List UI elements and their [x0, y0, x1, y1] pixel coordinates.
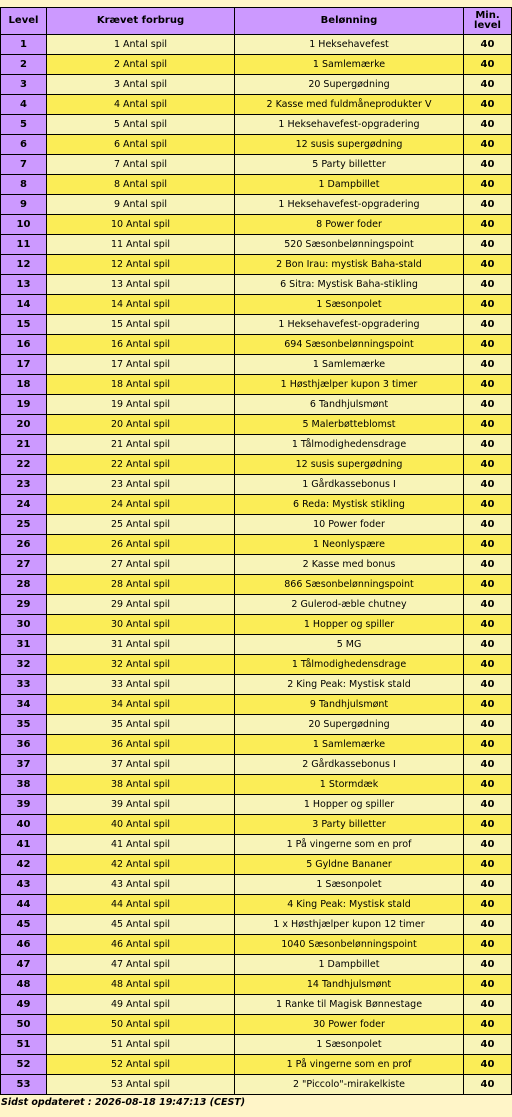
cell-reward: 1 Tålmodighedensdrage	[235, 435, 464, 455]
cell-reward: 1 Heksehavefest-opgradering	[235, 195, 464, 215]
cell-required: 2 Antal spil	[47, 55, 235, 75]
table-row	[1, 535, 512, 555]
cell-level: 44	[1, 895, 47, 915]
table-row	[1, 835, 512, 855]
cell-level: 30	[1, 615, 47, 635]
cell-reward: 1 Dampbillet	[235, 955, 464, 975]
cell-min-level: 40	[464, 515, 512, 535]
cell-min-level: 40	[464, 195, 512, 215]
table-row	[1, 675, 512, 695]
cell-level: 6	[1, 135, 47, 155]
cell-reward: 2 Kasse med bonus	[235, 555, 464, 575]
cell-level: 26	[1, 535, 47, 555]
cell-min-level: 40	[464, 635, 512, 655]
cell-reward: 10 Power foder	[235, 515, 464, 535]
table-row	[1, 815, 512, 835]
cell-reward: 1 Sæsonpolet	[235, 1035, 464, 1055]
header-level: Level	[1, 8, 47, 35]
cell-required: 42 Antal spil	[47, 855, 235, 875]
cell-required: 5 Antal spil	[47, 115, 235, 135]
cell-required: 13 Antal spil	[47, 275, 235, 295]
table-row	[1, 95, 512, 115]
cell-reward: 4 King Peak: Mystisk stald	[235, 895, 464, 915]
cell-min-level: 40	[464, 475, 512, 495]
cell-min-level: 40	[464, 135, 512, 155]
cell-required: 46 Antal spil	[47, 935, 235, 955]
cell-required: 35 Antal spil	[47, 715, 235, 735]
cell-reward: 520 Sæsonbelønningspoint	[235, 235, 464, 255]
cell-level: 34	[1, 695, 47, 715]
table-row	[1, 275, 512, 295]
cell-min-level: 40	[464, 815, 512, 835]
cell-level: 25	[1, 515, 47, 535]
table-row	[1, 955, 512, 975]
header-min-level-line1: Min.	[475, 10, 500, 21]
table-row	[1, 1055, 512, 1075]
cell-reward: 2 Gulerod-æble chutney	[235, 595, 464, 615]
cell-required: 9 Antal spil	[47, 195, 235, 215]
cell-level: 17	[1, 355, 47, 375]
cell-min-level: 40	[464, 915, 512, 935]
cell-required: 38 Antal spil	[47, 775, 235, 795]
table-row	[1, 75, 512, 95]
cell-reward: 1 Sæsonpolet	[235, 875, 464, 895]
header-min-level	[464, 8, 512, 35]
cell-level: 39	[1, 795, 47, 815]
cell-level: 46	[1, 935, 47, 955]
cell-level: 2	[1, 55, 47, 75]
cell-reward: 6 Tandhjulsmønt	[235, 395, 464, 415]
cell-min-level: 40	[464, 995, 512, 1015]
cell-min-level: 40	[464, 875, 512, 895]
cell-reward: 2 King Peak: Mystisk stald	[235, 675, 464, 695]
cell-required: 27 Antal spil	[47, 555, 235, 575]
table-row	[1, 55, 512, 75]
cell-reward: 1040 Sæsonbelønningspoint	[235, 935, 464, 955]
table-row	[1, 135, 512, 155]
cell-min-level: 40	[464, 975, 512, 995]
cell-level: 27	[1, 555, 47, 575]
cell-reward: 1 Gårdkassebonus I	[235, 475, 464, 495]
cell-required: 53 Antal spil	[47, 1075, 235, 1095]
cell-level: 23	[1, 475, 47, 495]
table-row	[1, 375, 512, 395]
cell-min-level: 40	[464, 895, 512, 915]
cell-required: 19 Antal spil	[47, 395, 235, 415]
cell-min-level: 40	[464, 235, 512, 255]
cell-min-level: 40	[464, 775, 512, 795]
cell-reward: 1 Heksehavefest	[235, 35, 464, 55]
cell-min-level: 40	[464, 315, 512, 335]
cell-required: 6 Antal spil	[47, 135, 235, 155]
cell-required: 21 Antal spil	[47, 435, 235, 455]
cell-min-level: 40	[464, 495, 512, 515]
cell-required: 10 Antal spil	[47, 215, 235, 235]
cell-min-level: 40	[464, 535, 512, 555]
cell-reward: 20 Supergødning	[235, 75, 464, 95]
header-min-level-line2: level	[474, 20, 501, 31]
table-row	[1, 615, 512, 635]
cell-reward: 1 Sæsonpolet	[235, 295, 464, 315]
cell-reward: 1 Stormdæk	[235, 775, 464, 795]
cell-min-level: 40	[464, 575, 512, 595]
table-row	[1, 315, 512, 335]
cell-reward: 30 Power foder	[235, 1015, 464, 1035]
cell-min-level: 40	[464, 35, 512, 55]
cell-min-level: 40	[464, 1035, 512, 1055]
cell-required: 25 Antal spil	[47, 515, 235, 535]
cell-required: 28 Antal spil	[47, 575, 235, 595]
cell-required: 40 Antal spil	[47, 815, 235, 835]
table-row	[1, 435, 512, 455]
table-row	[1, 1075, 512, 1095]
table-row	[1, 1015, 512, 1035]
cell-required: 15 Antal spil	[47, 315, 235, 335]
cell-min-level: 40	[464, 415, 512, 435]
cell-level: 33	[1, 675, 47, 695]
cell-level: 42	[1, 855, 47, 875]
cell-min-level: 40	[464, 215, 512, 235]
cell-min-level: 40	[464, 395, 512, 415]
cell-reward: 20 Supergødning	[235, 715, 464, 735]
table-row	[1, 255, 512, 275]
cell-level: 29	[1, 595, 47, 615]
cell-reward: 1 Hopper og spiller	[235, 615, 464, 635]
cell-level: 18	[1, 375, 47, 395]
table-row	[1, 395, 512, 415]
cell-required: 41 Antal spil	[47, 835, 235, 855]
cell-min-level: 40	[464, 1055, 512, 1075]
table-row	[1, 915, 512, 935]
cell-level: 16	[1, 335, 47, 355]
cell-level: 15	[1, 315, 47, 335]
cell-reward: 9 Tandhjulsmønt	[235, 695, 464, 715]
cell-level: 52	[1, 1055, 47, 1075]
table-row	[1, 175, 512, 195]
cell-required: 20 Antal spil	[47, 415, 235, 435]
header-reward: Belønning	[235, 8, 464, 35]
table-row	[1, 495, 512, 515]
cell-min-level: 40	[464, 155, 512, 175]
header-required: Krævet forbrug	[47, 8, 235, 35]
cell-reward: 8 Power foder	[235, 215, 464, 235]
table-row	[1, 975, 512, 995]
cell-min-level: 40	[464, 175, 512, 195]
cell-reward: 1 Samlemærke	[235, 55, 464, 75]
cell-reward: 2 "Piccolo"-mirakelkiste	[235, 1075, 464, 1095]
cell-level: 32	[1, 655, 47, 675]
cell-level: 13	[1, 275, 47, 295]
last-updated: Sidst opdateret : 2026-08-18 19:47:13 (CEST)	[1, 1097, 246, 1108]
cell-required: 47 Antal spil	[47, 955, 235, 975]
cell-level: 14	[1, 295, 47, 315]
cell-required: 37 Antal spil	[47, 755, 235, 775]
cell-required: 24 Antal spil	[47, 495, 235, 515]
cell-reward: 1 Tålmodighedensdrage	[235, 655, 464, 675]
table-row	[1, 655, 512, 675]
table-header	[1, 8, 512, 35]
cell-min-level: 40	[464, 735, 512, 755]
cell-reward: 1 Heksehavefest-opgradering	[235, 115, 464, 135]
cell-level: 51	[1, 1035, 47, 1055]
table-row	[1, 295, 512, 315]
table-row	[1, 235, 512, 255]
cell-reward: 1 Samlemærke	[235, 355, 464, 375]
cell-level: 20	[1, 415, 47, 435]
table-row	[1, 155, 512, 175]
cell-level: 49	[1, 995, 47, 1015]
cell-required: 30 Antal spil	[47, 615, 235, 635]
cell-min-level: 40	[464, 295, 512, 315]
cell-min-level: 40	[464, 855, 512, 875]
cell-reward: 1 På vingerne som en prof	[235, 835, 464, 855]
cell-level: 50	[1, 1015, 47, 1035]
cell-level: 22	[1, 455, 47, 475]
cell-level: 38	[1, 775, 47, 795]
table-row	[1, 635, 512, 655]
table-row	[1, 475, 512, 495]
cell-level: 43	[1, 875, 47, 895]
table-row	[1, 115, 512, 135]
cell-level: 3	[1, 75, 47, 95]
cell-level: 53	[1, 1075, 47, 1095]
table-row	[1, 895, 512, 915]
cell-min-level: 40	[464, 615, 512, 635]
cell-required: 23 Antal spil	[47, 475, 235, 495]
cell-level: 41	[1, 835, 47, 855]
table-row	[1, 875, 512, 895]
rewards-table	[0, 7, 512, 1095]
cell-reward: 866 Sæsonbelønningspoint	[235, 575, 464, 595]
table-row	[1, 335, 512, 355]
table-row	[1, 355, 512, 375]
cell-required: 12 Antal spil	[47, 255, 235, 275]
cell-level: 12	[1, 255, 47, 275]
cell-level: 48	[1, 975, 47, 995]
table-row	[1, 995, 512, 1015]
cell-required: 45 Antal spil	[47, 915, 235, 935]
cell-level: 4	[1, 95, 47, 115]
cell-reward: 12 susis supergødning	[235, 135, 464, 155]
cell-min-level: 40	[464, 1015, 512, 1035]
cell-reward: 1 Dampbillet	[235, 175, 464, 195]
cell-min-level: 40	[464, 435, 512, 455]
cell-required: 36 Antal spil	[47, 735, 235, 755]
cell-min-level: 40	[464, 835, 512, 855]
cell-level: 31	[1, 635, 47, 655]
table-row	[1, 195, 512, 215]
table-row	[1, 415, 512, 435]
cell-reward: 5 MG	[235, 635, 464, 655]
cell-reward: 1 Samlemærke	[235, 735, 464, 755]
cell-reward: 2 Gårdkassebonus I	[235, 755, 464, 775]
cell-level: 11	[1, 235, 47, 255]
table-body	[1, 35, 512, 1095]
cell-level: 19	[1, 395, 47, 415]
cell-min-level: 40	[464, 755, 512, 775]
table-row	[1, 795, 512, 815]
cell-min-level: 40	[464, 955, 512, 975]
cell-min-level: 40	[464, 255, 512, 275]
cell-required: 3 Antal spil	[47, 75, 235, 95]
cell-min-level: 40	[464, 595, 512, 615]
cell-required: 52 Antal spil	[47, 1055, 235, 1075]
table-row	[1, 575, 512, 595]
cell-reward: 1 Ranke til Magisk Bønnestage	[235, 995, 464, 1015]
cell-reward: 2 Kasse med fuldmåneprodukter V	[235, 95, 464, 115]
table-row	[1, 755, 512, 775]
cell-reward: 1 Hopper og spiller	[235, 795, 464, 815]
cell-min-level: 40	[464, 695, 512, 715]
cell-level: 5	[1, 115, 47, 135]
table-row	[1, 215, 512, 235]
cell-min-level: 40	[464, 355, 512, 375]
cell-min-level: 40	[464, 675, 512, 695]
table-row	[1, 515, 512, 535]
cell-reward: 6 Sitra: Mystisk Baha-stikling	[235, 275, 464, 295]
cell-level: 35	[1, 715, 47, 735]
cell-reward: 6 Reda: Mystisk stikling	[235, 495, 464, 515]
table-row	[1, 555, 512, 575]
cell-min-level: 40	[464, 795, 512, 815]
cell-level: 28	[1, 575, 47, 595]
cell-reward: 5 Gyldne Bananer	[235, 855, 464, 875]
cell-min-level: 40	[464, 75, 512, 95]
cell-required: 33 Antal spil	[47, 675, 235, 695]
cell-min-level: 40	[464, 715, 512, 735]
cell-min-level: 40	[464, 455, 512, 475]
cell-required: 17 Antal spil	[47, 355, 235, 375]
cell-level: 24	[1, 495, 47, 515]
cell-required: 7 Antal spil	[47, 155, 235, 175]
cell-required: 11 Antal spil	[47, 235, 235, 255]
cell-level: 8	[1, 175, 47, 195]
cell-reward: 694 Sæsonbelønningspoint	[235, 335, 464, 355]
cell-required: 18 Antal spil	[47, 375, 235, 395]
cell-required: 43 Antal spil	[47, 875, 235, 895]
cell-min-level: 40	[464, 115, 512, 135]
cell-min-level: 40	[464, 555, 512, 575]
cell-level: 36	[1, 735, 47, 755]
cell-level: 9	[1, 195, 47, 215]
cell-required: 39 Antal spil	[47, 795, 235, 815]
cell-required: 34 Antal spil	[47, 695, 235, 715]
cell-level: 40	[1, 815, 47, 835]
cell-level: 21	[1, 435, 47, 455]
cell-reward: 1 Neonlyspære	[235, 535, 464, 555]
cell-level: 10	[1, 215, 47, 235]
cell-level: 45	[1, 915, 47, 935]
cell-reward: 1 På vingerne som en prof	[235, 1055, 464, 1075]
cell-required: 49 Antal spil	[47, 995, 235, 1015]
cell-min-level: 40	[464, 275, 512, 295]
cell-min-level: 40	[464, 95, 512, 115]
table-row	[1, 595, 512, 615]
cell-required: 31 Antal spil	[47, 635, 235, 655]
table-row	[1, 735, 512, 755]
cell-reward: 12 susis supergødning	[235, 455, 464, 475]
cell-reward: 2 Bon Irau: mystisk Baha-stald	[235, 255, 464, 275]
table-row	[1, 855, 512, 875]
cell-required: 51 Antal spil	[47, 1035, 235, 1055]
header-row	[1, 8, 512, 35]
cell-min-level: 40	[464, 935, 512, 955]
cell-required: 32 Antal spil	[47, 655, 235, 675]
cell-reward: 3 Party billetter	[235, 815, 464, 835]
cell-required: 8 Antal spil	[47, 175, 235, 195]
table-row	[1, 1035, 512, 1055]
cell-required: 44 Antal spil	[47, 895, 235, 915]
cell-required: 48 Antal spil	[47, 975, 235, 995]
cell-reward: 5 Malerbøtteblomst	[235, 415, 464, 435]
cell-level: 37	[1, 755, 47, 775]
cell-level: 7	[1, 155, 47, 175]
table-row	[1, 695, 512, 715]
cell-required: 1 Antal spil	[47, 35, 235, 55]
cell-reward: 1 Heksehavefest-opgradering	[235, 315, 464, 335]
cell-reward: 1 x Høsthjælper kupon 12 timer	[235, 915, 464, 935]
table-row	[1, 775, 512, 795]
cell-min-level: 40	[464, 375, 512, 395]
table-row	[1, 935, 512, 955]
cell-reward: 1 Høsthjælper kupon 3 timer	[235, 375, 464, 395]
cell-required: 29 Antal spil	[47, 595, 235, 615]
cell-required: 22 Antal spil	[47, 455, 235, 475]
cell-min-level: 40	[464, 335, 512, 355]
cell-min-level: 40	[464, 655, 512, 675]
table-row	[1, 715, 512, 735]
cell-required: 14 Antal spil	[47, 295, 235, 315]
cell-required: 4 Antal spil	[47, 95, 235, 115]
cell-level: 1	[1, 35, 47, 55]
table-row	[1, 35, 512, 55]
cell-reward: 5 Party billetter	[235, 155, 464, 175]
table-row	[1, 455, 512, 475]
cell-required: 26 Antal spil	[47, 535, 235, 555]
cell-min-level: 40	[464, 55, 512, 75]
cell-reward: 14 Tandhjulsmønt	[235, 975, 464, 995]
cell-required: 50 Antal spil	[47, 1015, 235, 1035]
cell-required: 16 Antal spil	[47, 335, 235, 355]
cell-level: 47	[1, 955, 47, 975]
cell-min-level: 40	[464, 1075, 512, 1095]
